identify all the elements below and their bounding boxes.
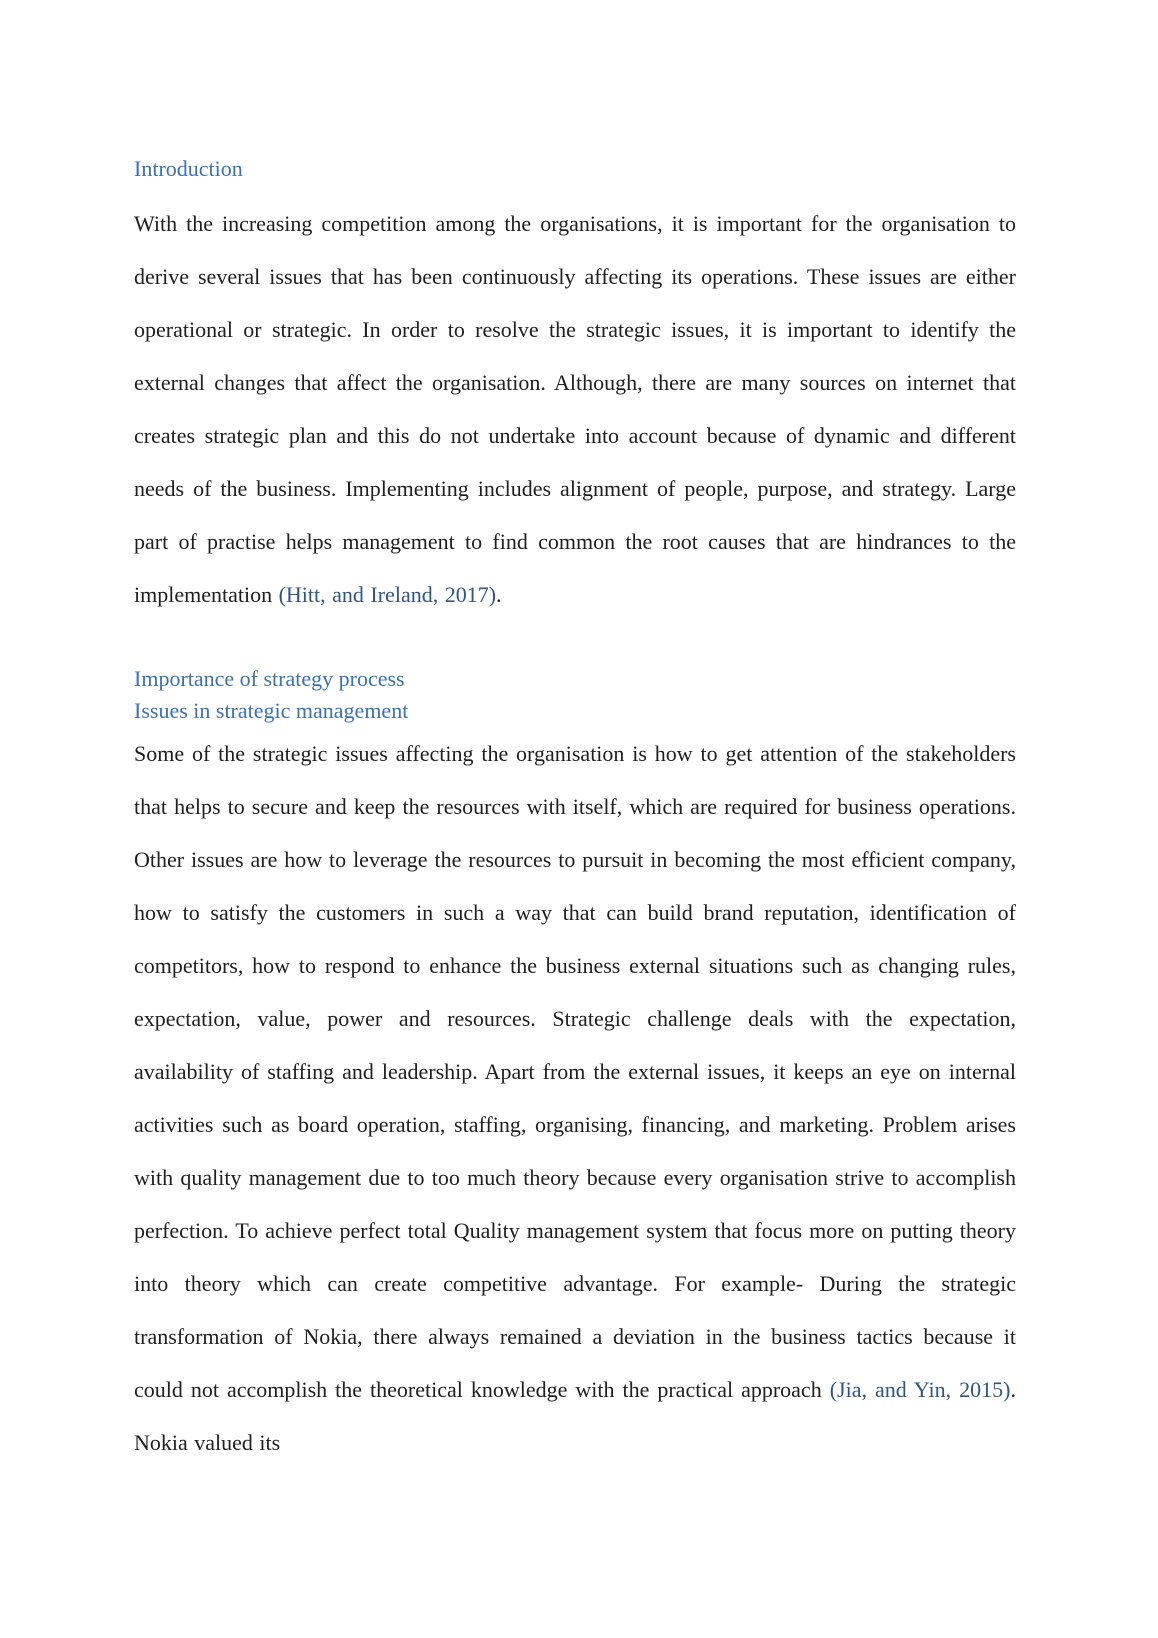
paragraph-text: .: [496, 582, 502, 607]
citation-reference: (Jia, and Yin, 2015): [829, 1377, 1011, 1402]
citation-reference: (Hitt, and Ireland, 2017): [278, 582, 497, 607]
paragraph-text: . Nokia valued its: [134, 1377, 1016, 1455]
heading-issues-in-strategic-management: Issues in strategic management: [134, 698, 409, 723]
heading-importance-of-strategy-process: Importance of strategy process: [134, 666, 405, 691]
heading-introduction: Introduction: [134, 156, 243, 181]
section-gap: [134, 621, 1016, 663]
section-strategy-process: [134, 663, 1016, 1469]
paragraph-introduction: [134, 197, 1016, 621]
paragraph-strategic-issues: [134, 727, 1016, 1469]
paragraph-text: Some of the strategic issues affecting the organisation is how to get attention of the stakeholders that helps to secure and keep the resources with itself, which are required for business operations. Other issues are how to leverage the resources to pursuit in becoming the most efficient company, how to satisfy the customers in such a way that can build brand reputation, identification of competitors, how to respond to enhance the business external situations such as changing rules, expectation, value, power and resources. Strategic challenge deals with the expectation, availability of staffing and leadership. Apart from the external issues, it keeps an eye on internal activities such as board operation, staffing, organising, financing, and marketing. Problem arises with quality management due to too much theory because every organisation strive to accomplish perfection. To achieve perfect total Quality management system that focus more on putting theory into theory which can create competitive advantage. For example- During the strategic transformation of Nokia, there always remained a deviation in the business tactics because it could not accomplish the theoretical knowledge with the practical approach: [134, 741, 1016, 1402]
section-introduction: [134, 155, 1016, 621]
paragraph-text: With the increasing competition among the organisations, it is important for the organisation to derive several issues that has been continuously affecting its operations. These issues are either operational or strategic. In order to resolve the strategic issues, it is important to identify the external changes that affect the organisation. Although, there are many sources on internet that creates strategic plan and this do not undertake into account because of dynamic and different needs of the business. Implementing includes alignment of people, purpose, and strategy. Large part of practise helps management to find common the root causes that are hindrances to the implementation: [134, 211, 1016, 607]
document-content: [134, 155, 1016, 1469]
